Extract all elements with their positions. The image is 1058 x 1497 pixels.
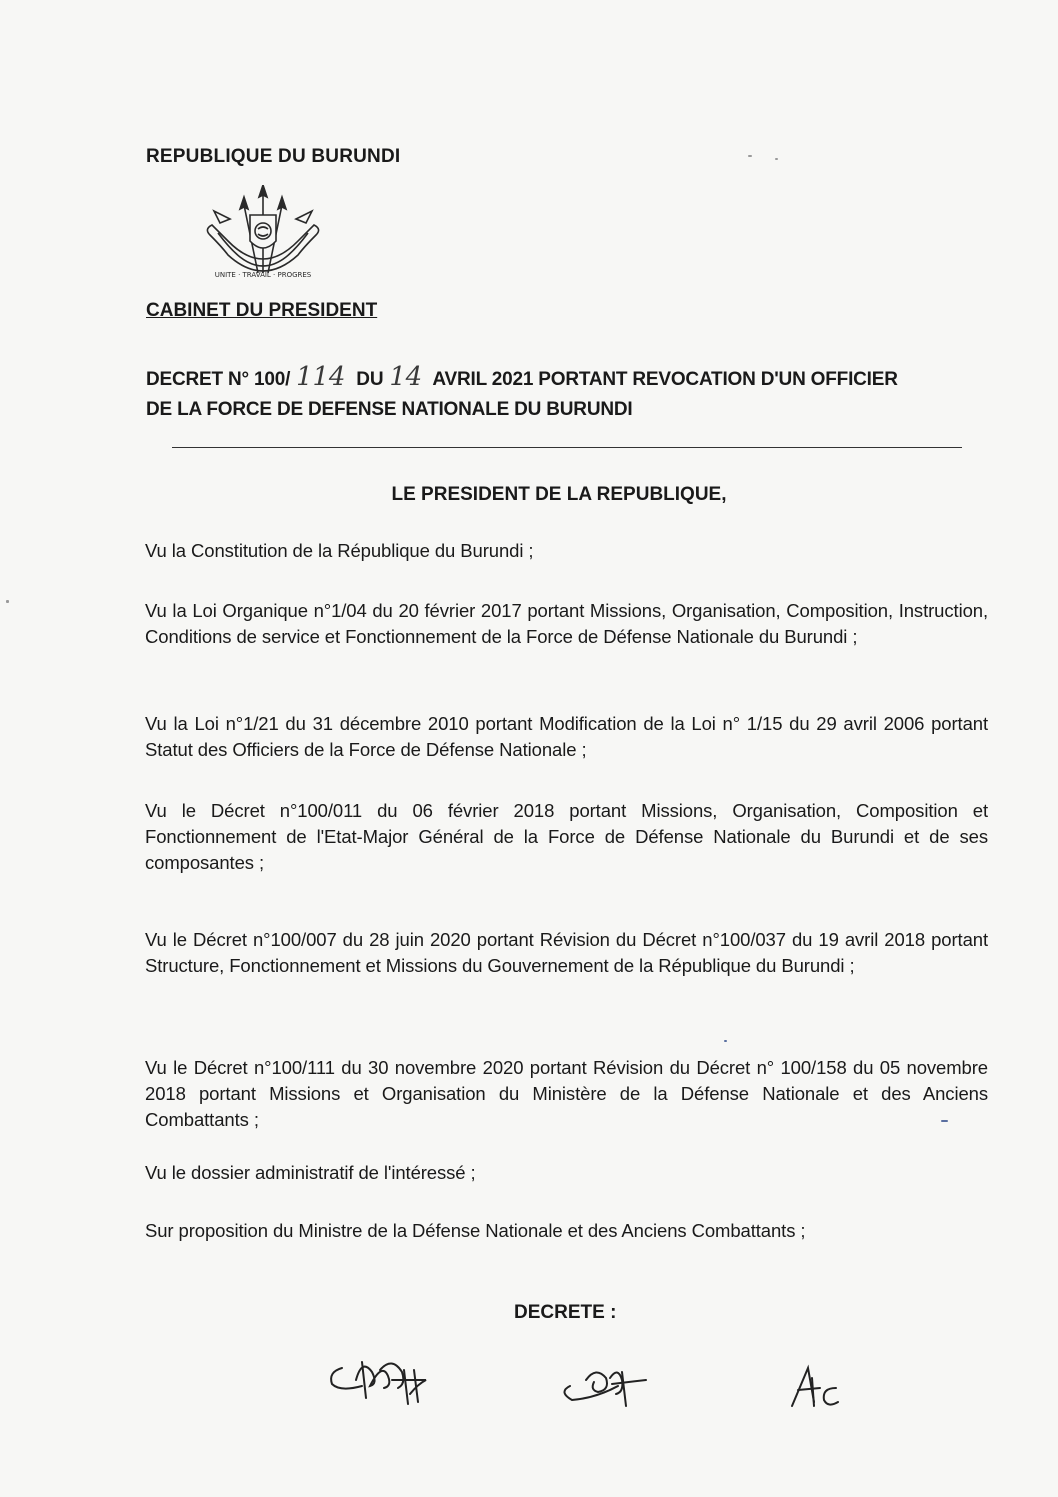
scan-speck (6, 600, 9, 603)
scan-speck (748, 155, 752, 157)
paragraph: Vu la Constitution de la République du Burundi ; (145, 540, 534, 561)
paragraph: Vu le Décret n°100/111 du 30 novembre 2020 portant Révision du Décret n° 100/158 du 05 novembre 2018 portant Missions et Organisation du Ministère de la Défense Nationale et des Anciens Combattants ; (145, 1057, 988, 1130)
scan-speck (724, 1040, 727, 1042)
cabinet-heading: CABINET DU PRESIDENT (146, 300, 378, 321)
decrete-heading: DECRETE : (514, 1302, 617, 1323)
decree-title-rest: AVRIL 2021 PORTANT REVOCATION D'UN OFFICIER (432, 369, 898, 390)
decree-number-handwritten: 114 (296, 362, 346, 392)
paragraph: Vu la Loi Organique n°1/04 du 20 février 2017 portant Missions, Organisation, Composition, Instruction, Conditions de service et Fonctionnement de la Force de Défense Nationale du Burundi ; (145, 600, 988, 647)
paragraph: Vu le dossier administratif de l'intéressé ; (145, 1162, 476, 1183)
paragraph: Sur proposition du Ministre de la Défense Nationale et des Anciens Combattants ; (145, 1220, 806, 1241)
decree-title-line2: DE LA FORCE DE DEFENSE NATIONALE DU BURUNDI (146, 399, 633, 420)
paragraph: Vu le Décret n°100/007 du 28 juin 2020 portant Révision du Décret n°100/037 du 19 avril 2018 portant Structure, Fonctionnement et Missions du Gouvernement de la République du Burundi ; (145, 929, 988, 976)
decree-day-handwritten: 14 (389, 362, 423, 392)
coat-of-arms-icon (200, 185, 326, 285)
decree-du: DU (356, 369, 384, 390)
president-heading: LE PRESIDENT DE LA REPUBLIQUE, (391, 484, 727, 505)
initials-signature-1-icon (322, 1350, 442, 1410)
paragraph: Vu la Loi n°1/21 du 31 décembre 2010 portant Modification de la Loi n° 1/15 du 29 avril 2006 portant Statut des Officiers de la Force de Défense Nationale ; (145, 713, 988, 760)
decree-prefix: DECRET N° 100/ (146, 369, 291, 390)
svg-text:UNITE · TRAVAIL · PROGRES: UNITE · TRAVAIL · PROGRES (214, 271, 312, 279)
country-heading: REPUBLIQUE DU BURUNDI (146, 146, 401, 167)
title-divider (172, 447, 962, 448)
paragraph: Vu le Décret n°100/011 du 06 février 2018 portant Missions, Organisation, Composition et Fonctionnement de l'Etat-Major Général de la Force de Défense Nationale du Burundi et de ses composantes ; (145, 800, 988, 873)
initials-signature-3-icon (786, 1362, 846, 1412)
decree-title (146, 362, 996, 425)
initials-signature-2-icon (556, 1356, 656, 1411)
scan-speck (775, 158, 778, 160)
